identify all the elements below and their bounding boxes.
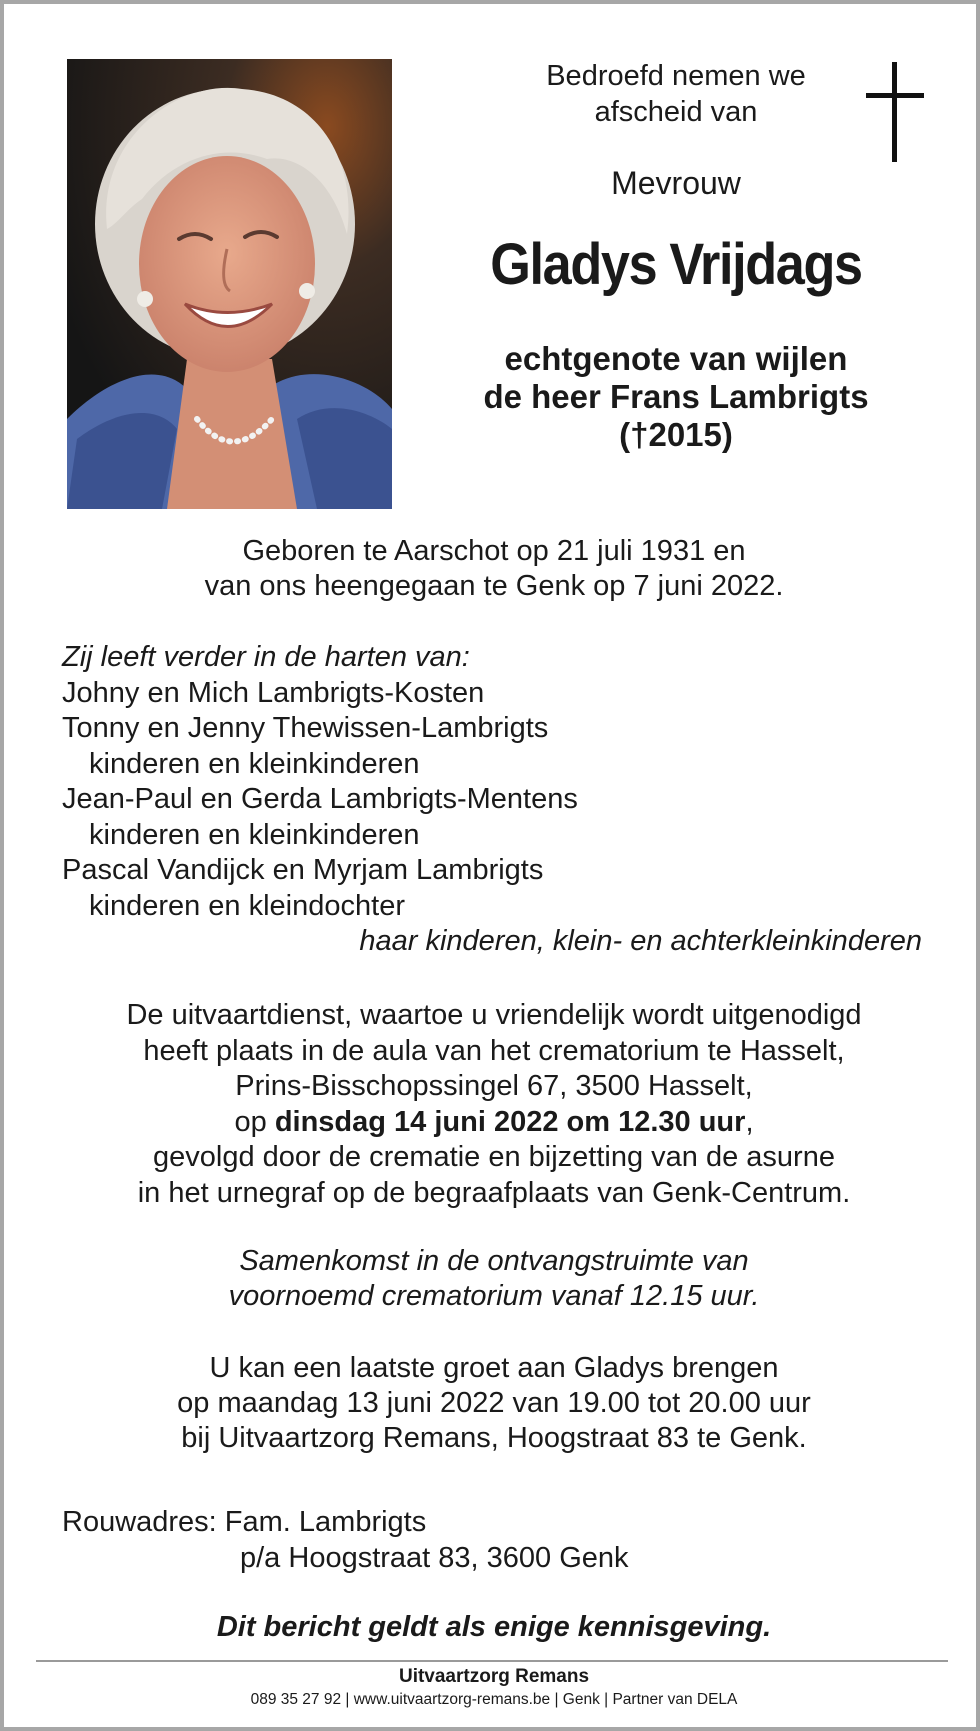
service-line-4	[44, 1105, 944, 1141]
family-entry-sub: kinderen en kleinkinderen	[89, 747, 420, 780]
service-line-1: De uitvaartdienst, waartoe u vriendelijk wordt uitgenodigd	[126, 999, 862, 1031]
birth-line-2: van ons heengegaan te Genk op 7 juni 2022.	[204, 570, 784, 602]
spouse-line-2: de heer Frans Lambrigts	[483, 378, 869, 415]
deceased-name: Gladys Vrijdags	[490, 232, 862, 297]
footer-contact-info: 089 35 27 92 | www.uitvaartzorg-remans.be | Genk | Partner van DELA	[250, 1691, 738, 1708]
family-entry: Johny en Mich Lambrigts-Kosten	[62, 676, 485, 709]
intro-line-2: afscheid van	[594, 96, 758, 128]
family-entry: Tonny en Jenny Thewissen-Lambrigts	[62, 712, 549, 744]
rouwadres-line-1: Rouwadres: Fam. Lambrigts	[62, 1506, 427, 1538]
intro-text	[416, 58, 936, 130]
spouse-line-1: echtgenote van wijlen	[504, 340, 848, 377]
portrait-illustration	[67, 59, 392, 509]
service-line-3: Prins-Bisschopssingel 67, 3500 Hasselt,	[235, 1070, 753, 1102]
honorific: Mevrouw	[611, 165, 741, 201]
family-list	[62, 640, 922, 960]
gathering-info	[44, 1244, 944, 1314]
funeral-service-info	[44, 998, 944, 1211]
spouse-line-3: (†2015)	[619, 416, 733, 453]
visit-line-3: bij Uitvaartzorg Remans, Hoogstraat 83 te Genk.	[181, 1422, 807, 1454]
service-date-prefix: op	[234, 1105, 275, 1138]
family-entry: Jean-Paul en Gerda Lambrigts-Mentens	[62, 783, 578, 815]
rouwadres-line-2: p/a Hoogstraat 83, 3600 Genk	[240, 1542, 629, 1574]
intro-line-1: Bedroefd nemen we	[546, 60, 806, 92]
mourning-address	[62, 1504, 629, 1576]
family-entry-sub: kinderen en kleindochter	[89, 889, 405, 922]
family-intro: Zij leeft verder in de harten van:	[62, 641, 470, 673]
service-line-6: in het urnegraf op de begraafplaats van Genk-Centrum.	[137, 1176, 851, 1209]
footer-company: Uitvaartzorg Remans	[398, 1666, 590, 1687]
gathering-line-1: Samenkomst in de ontvangstruimte van	[239, 1245, 749, 1277]
service-line-2: heeft plaats in de aula van het crematorium te Hasselt,	[143, 1034, 845, 1067]
birth-death-info	[44, 534, 944, 604]
spouse-info	[416, 340, 936, 454]
notice-statement: Dit bericht geldt als enige kennisgeving.	[216, 1611, 772, 1643]
birth-line-1: Geboren te Aarschot op 21 juli 1931 en	[242, 535, 746, 567]
gathering-line-2: voornoemd crematorium vanaf 12.15 uur.	[228, 1280, 760, 1312]
service-date: dinsdag 14 juni 2022 om 12.30 uur	[274, 1105, 746, 1138]
family-entry: Pascal Vandijck en Myrjam Lambrigts	[62, 854, 544, 886]
visitation-info	[44, 1351, 944, 1456]
footer-divider	[36, 1660, 948, 1662]
visit-line-1: U kan een laatste groet aan Gladys brengen	[209, 1352, 779, 1384]
portrait-photo	[67, 59, 392, 509]
service-date-suffix: ,	[745, 1105, 754, 1138]
family-closing: haar kinderen, klein- en achterkleinkinderen	[359, 925, 922, 957]
family-entry-sub: kinderen en kleinkinderen	[89, 818, 420, 851]
service-line-5: gevolgd door de crematie en bijzetting van de asurne	[153, 1141, 835, 1173]
visit-line-2: op maandag 13 juni 2022 van 19.00 tot 20.00 uur	[177, 1387, 811, 1419]
